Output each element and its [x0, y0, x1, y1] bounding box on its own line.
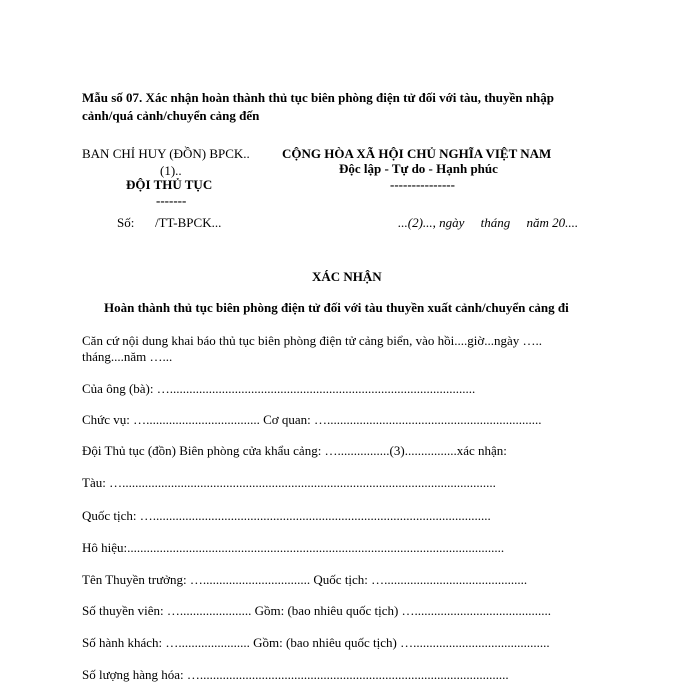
- team-name: ĐỘI THỦ TỤC: [126, 177, 213, 192]
- field-captain: Tên Thuyền trưởng: …................................. Quốc tịch: …............................................: [82, 572, 528, 587]
- left-header-divider: -------: [156, 193, 187, 208]
- agency-note: (1)..: [160, 163, 182, 178]
- form-title-line1: Mẫu số 07. Xác nhận hoàn thành thủ tục biên phòng điện tử đối với tàu, thuyền nhập: [82, 90, 554, 105]
- field-applicant: Của ông (bà): …..............................................................................................: [82, 381, 476, 396]
- intro-line1: Căn cứ nội dung khai báo thủ tục biên phòng điện tử cảng biển, vào hồi....giờ...ngày …..: [82, 333, 542, 348]
- field-crew-count: Số thuyền viên: …...................... Gồm: (bao nhiêu quốc tịch) …..........................................: [82, 603, 552, 618]
- document-date: ...(2)..., ngày tháng năm 20....: [398, 215, 579, 230]
- national-motto: Độc lập - Tự do - Hạnh phúc: [339, 161, 498, 176]
- document-subtitle: Hoàn thành thủ tục biên phòng điện tử đối với tàu thuyền xuất cảnh/chuyển cảng đi: [104, 300, 569, 315]
- field-position-agency: Chức vụ: …................................... Cơ quan: …..................................................................: [82, 412, 542, 427]
- field-passenger-count: Số hành khách: …...................... Gồm: (bao nhiêu quốc tịch) …..........................................: [82, 635, 550, 650]
- agency-name: BAN CHỈ HUY (ĐỒN) BPCK..: [82, 146, 250, 161]
- right-header-divider: ---------------: [390, 177, 455, 192]
- form-title-line2: cảnh/quá cảnh/chuyển cảng đến: [82, 108, 260, 123]
- intro-line2: tháng....năm …...: [82, 349, 173, 364]
- ref-number-label: Số:: [117, 215, 135, 230]
- field-confirming-unit: Đội Thủ tục (đồn) Biên phòng cửa khẩu cảng: …................(3)................xác nhận:: [82, 443, 507, 458]
- document-title: XÁC NHẬN: [312, 269, 382, 284]
- field-vessel: Tàu: …...................................................................................................................: [82, 475, 496, 490]
- national-title: CỘNG HÒA XÃ HỘI CHỦ NGHĨA VIỆT NAM: [282, 146, 552, 161]
- field-cargo-quantity: Số lượng hàng hóa: …...............................................................................................: [82, 667, 509, 682]
- field-call-sign: Hô hiệu:....................................................................................................................: [82, 540, 505, 555]
- field-nationality: Quốc tịch: …........................................................................................................: [82, 508, 491, 523]
- ref-number-value: /TT-BPCK...: [155, 215, 222, 230]
